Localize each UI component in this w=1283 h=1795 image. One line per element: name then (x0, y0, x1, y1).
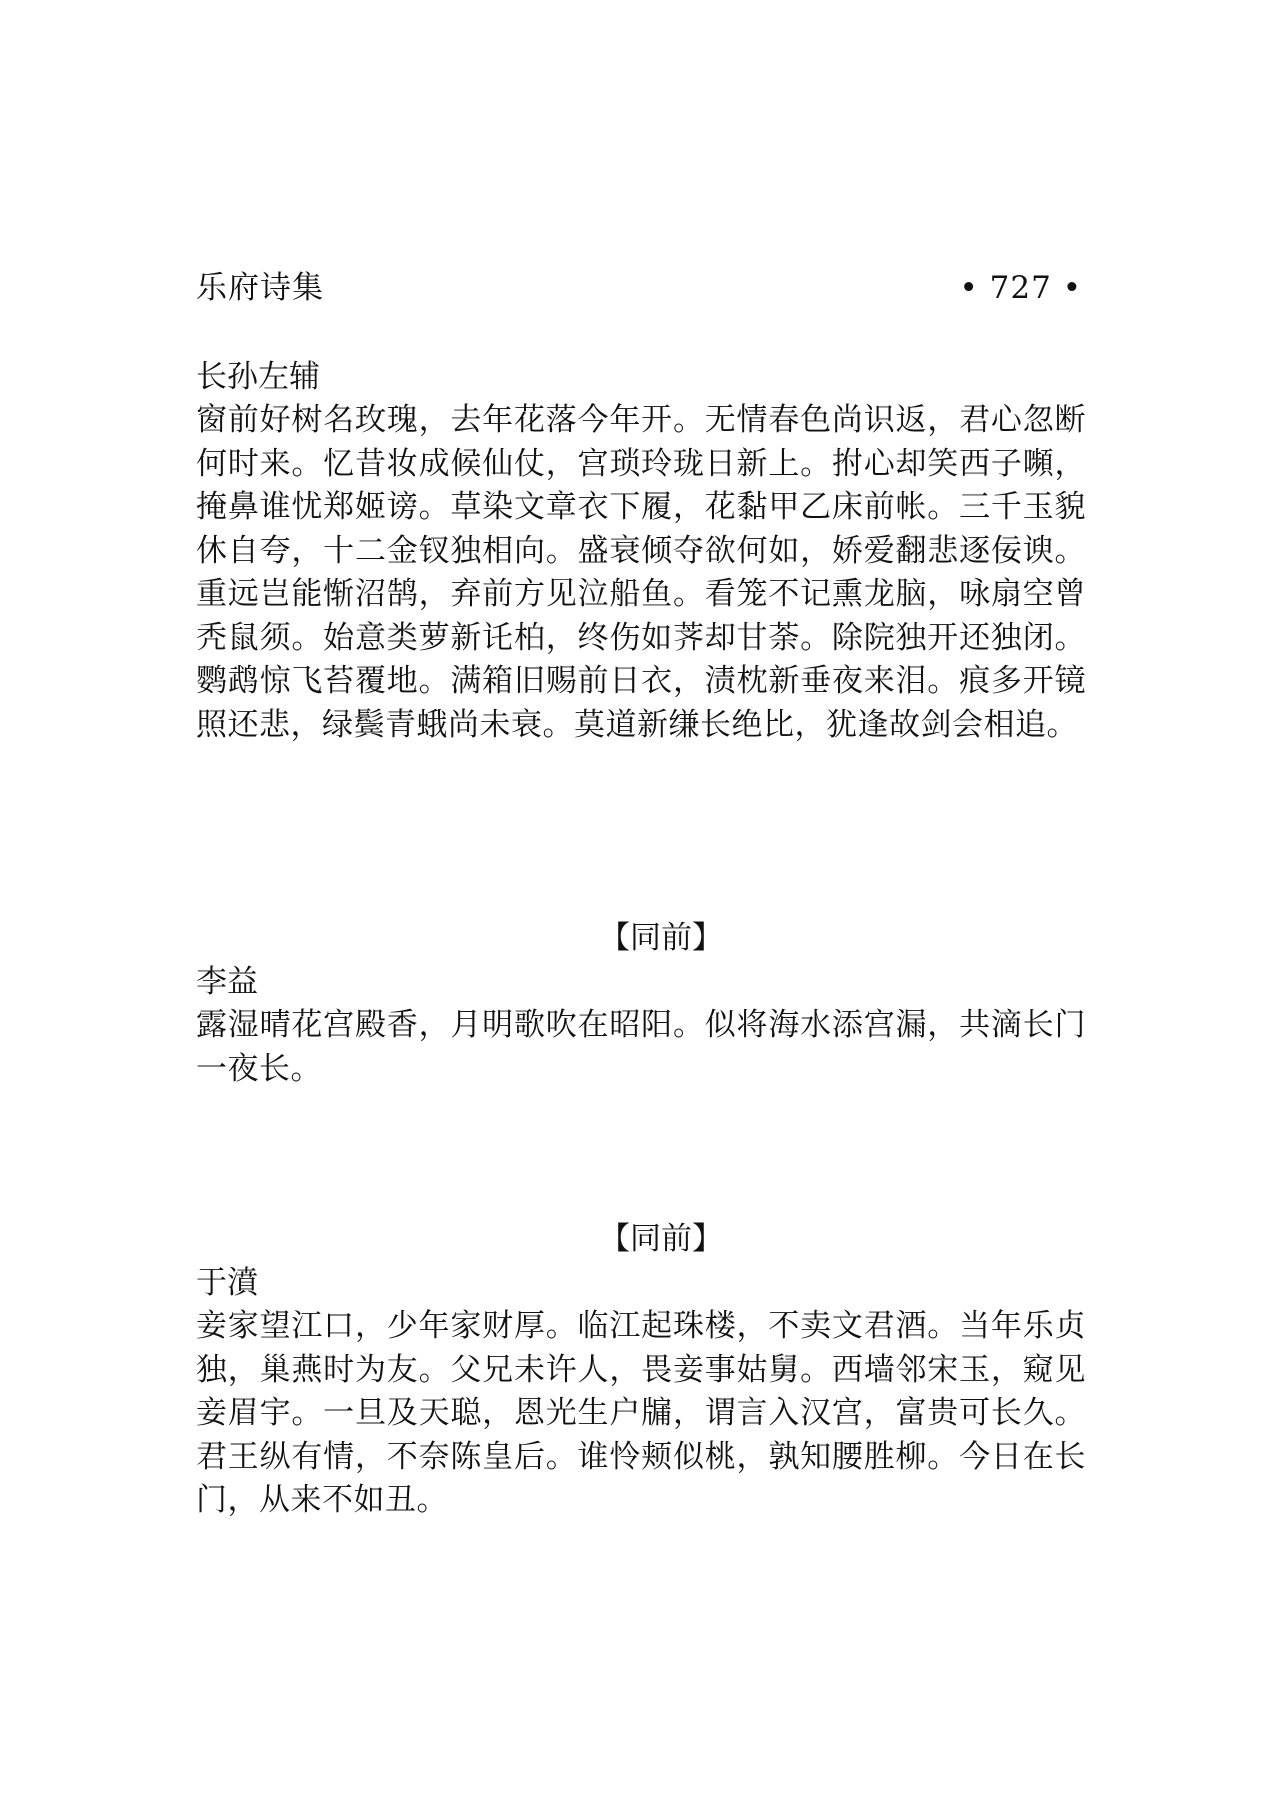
poem-text: 妾家望江口，少年家财厚。临江起珠楼，不卖文君酒。当年乐贞独，巢燕时为友。父兄未许人，畏妾事姑舅。西墙邻宋玉，窥见妾眉宇。一旦及天聪，恩光生户牖，谓言入汉宫，富贵可长久。君王纵有情，不奈陈皇后。谁怜颊似桃，孰知腰胜柳。今日在长门，从来不如丑。 (196, 1308, 1086, 1518)
poem-text: 窗前好树名玫瑰，去年花落今年开。无情春色尚识返，君心忽断何时来。忆昔妆成候仙仗，宫琐玲珑日新上。拊心却笑西子嚬，掩鼻谁忧郑姬谤。草染文章衣下履，花黏甲乙床前帐。三千玉貌休自夸，十二金钗独相向。盛衰倾夺欲何如，娇爱翻悲逐佞谀。重远岂能惭沼鹄，弃前方见泣船鱼。看笼不记熏龙脑，咏扇空曾秃鼠须。始意类萝新讬柏，终伤如荠却甘荼。除院独开还独闭。鹦鹉惊飞苔覆地。满箱旧赐前日衣，渍枕新垂夜来泪。痕多开镜照还悲，绿鬓青蛾尚未衰。莫道新缣长绝比，犹逢故剑会相追。 (196, 402, 1086, 743)
page-header (196, 268, 1082, 308)
poem-text: 露湿晴花宫殿香，月明歌吹在昭阳。似将海水添宫漏，共滴长门一夜长。 (196, 1007, 1086, 1087)
poem-section-changsun-zuofu (196, 355, 1086, 747)
section-heading: 【同前】 (599, 1221, 723, 1257)
poem-section-li-yi (196, 916, 1086, 1091)
poem-author: 李益 (196, 964, 258, 1000)
poem-section-yu-fen (196, 1217, 1086, 1523)
poem-author: 长孙左辅 (196, 359, 320, 395)
page-number: • 727 • (959, 270, 1082, 306)
section-heading: 【同前】 (599, 920, 723, 956)
poem-author: 于濆 (196, 1265, 258, 1301)
book-title: 乐府诗集 (196, 270, 324, 306)
